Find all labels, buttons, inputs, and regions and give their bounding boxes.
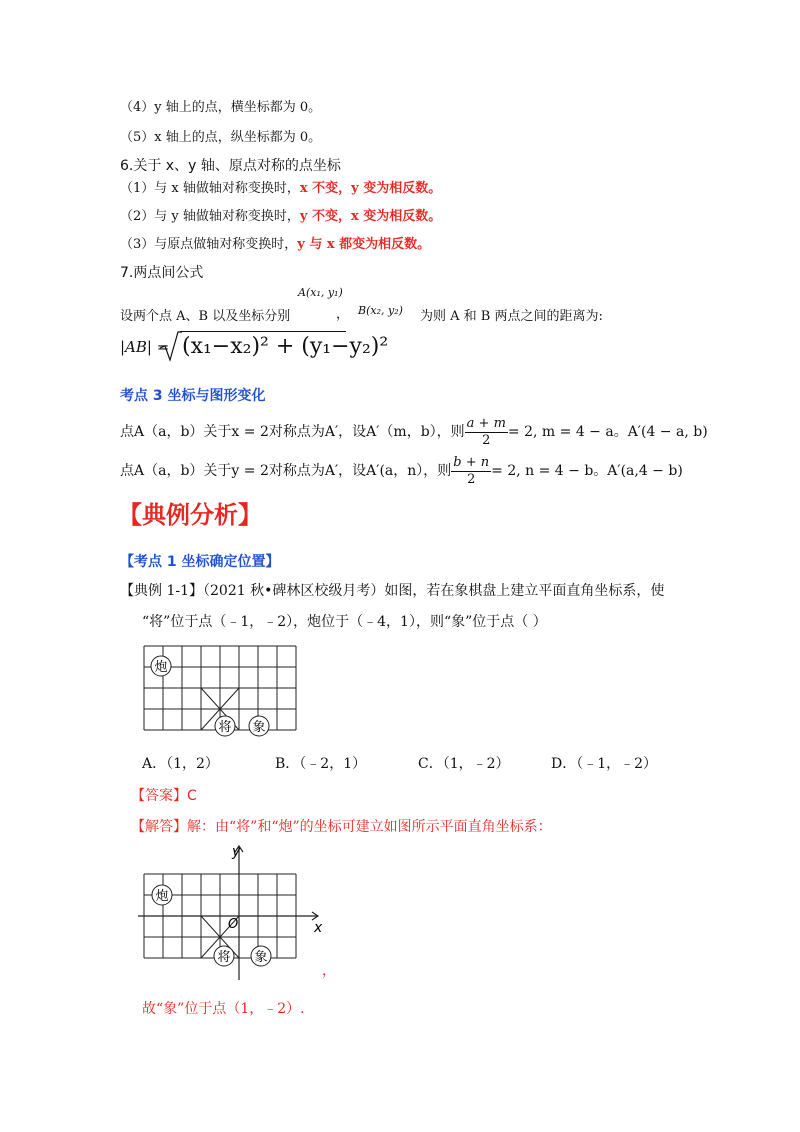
jiang-label: 将 xyxy=(218,720,232,735)
section-heading: 【典例分析】 xyxy=(118,501,262,529)
line2-fraction-num: b + n xyxy=(453,454,490,470)
example-text: （2021 秋•碑林区校级月考）如图，若在象棋盘上建立平面直角坐标系，使 xyxy=(203,583,665,599)
sec7-point-a: A(x₁, y₁) xyxy=(298,286,343,299)
sec6-item-3-emph: y 与 x 都变为相反数。 xyxy=(297,237,431,252)
piece-jiang xyxy=(214,946,234,966)
distance-formula-lhs: |AB| = xyxy=(120,338,170,356)
trailing-comma: ， xyxy=(322,963,336,979)
sec7-point-b: B(x₂, y₂) xyxy=(358,304,403,317)
xiang-label: 象 xyxy=(254,950,268,965)
solution-label: 【解答】 xyxy=(131,819,187,835)
distance-formula-body: (x₁−x₂)² + (y₁−y₂)² xyxy=(182,334,389,359)
line1-fraction xyxy=(465,416,508,449)
x-axis-label: x xyxy=(314,920,323,936)
sqrt-sign xyxy=(158,330,182,362)
example-line-2: “将”位于点（﹣1，﹣2），炮位于（﹣4，1），则“象”位于点（ ） xyxy=(142,614,547,630)
jiang-label: 将 xyxy=(217,950,231,965)
line2-fraction xyxy=(451,455,491,488)
list-item-4: （4）y 轴上的点，横坐标都为 0。 xyxy=(120,100,322,115)
piece-pao xyxy=(152,885,172,905)
line2-fraction-den: 2 xyxy=(467,471,476,487)
answer-line xyxy=(131,787,197,805)
line1-text: 点A（a，b）关于x = 2对称点为A′，设A′（m，b），则 xyxy=(120,424,465,440)
line2-text: 点A（a，b）关于y = 2对称点为A′，设A′(a，n），则 xyxy=(120,463,452,479)
kaodian-1-title: 【考点 1 坐标确定位置】 xyxy=(120,554,280,570)
piece-xiang xyxy=(251,946,271,966)
section-7-title: 7.两点间公式 xyxy=(120,265,204,281)
line1-fraction-den: 2 xyxy=(482,432,491,448)
example-label: 【典例 1-1】 xyxy=(120,583,203,599)
chess-board-with-axes xyxy=(138,840,338,980)
line2-tail: = 2, n = 4 − b。A′(a,4 − b) xyxy=(491,463,683,479)
answer-label: 【答案】 xyxy=(131,788,187,804)
pao-label: 炮 xyxy=(154,660,168,675)
y-axis-label: y xyxy=(232,844,241,860)
option-c[interactable]: C．（1，﹣2） xyxy=(418,756,510,772)
answer-value: C xyxy=(187,788,197,804)
kaodian-3-title: 考点 3 坐标与图形变化 xyxy=(120,388,266,404)
sec7-tail: 为则 A 和 B 两点之间的距离为: xyxy=(420,309,603,324)
sec6-item-3 xyxy=(120,236,430,254)
line1-fraction-num: a + m xyxy=(466,415,506,431)
kaodian3-line-1 xyxy=(120,412,708,452)
solution-text: 解：由“将”和“炮”的坐标可建立如图所示平面直角坐标系： xyxy=(187,819,552,835)
section-6-title: 6.关于 x、y 轴、原点对称的点坐标 xyxy=(120,158,341,174)
piece-jiang xyxy=(215,716,235,736)
sec6-item-2 xyxy=(120,208,441,226)
sqrt-overline xyxy=(180,331,346,332)
sec6-item-2-emph: y 不变，x 变为相反数。 xyxy=(299,209,442,224)
option-d[interactable]: D．（﹣1，﹣2） xyxy=(551,756,658,772)
line1-tail: = 2, m = 4 − a。A′(4 − a, b) xyxy=(507,424,708,440)
y-axis xyxy=(235,846,243,980)
solution-line xyxy=(131,818,552,836)
piece-xiang xyxy=(249,716,269,736)
sec7-intro: 设两个点 A、B 以及坐标分别 xyxy=(120,309,291,324)
option-a[interactable]: A．（1，2） xyxy=(142,756,219,772)
conclusion: 故“象”位于点（1，﹣2）. xyxy=(142,1001,305,1017)
sec7-comma: ， xyxy=(336,307,350,322)
list-item-5: （5）x 轴上的点，纵坐标都为 0。 xyxy=(120,130,322,145)
piece-pao xyxy=(151,656,171,676)
sec6-item-1-emph: x 不变，y 变为相反数。 xyxy=(299,181,442,196)
option-b[interactable]: B．（﹣2，1） xyxy=(275,756,367,772)
pao-label: 炮 xyxy=(155,889,169,904)
xiang-label: 象 xyxy=(252,720,266,735)
sec6-item-1 xyxy=(120,180,441,198)
sec6-item-2-pre: （2）与 y 轴做轴对称变换时， xyxy=(120,209,300,224)
sec6-item-1-pre: （1）与 x 轴做轴对称变换时， xyxy=(120,181,300,196)
chess-board-figure xyxy=(140,642,300,742)
sec6-item-3-pre: （3）与原点做轴对称变换时， xyxy=(120,237,298,252)
kaodian3-line-2 xyxy=(120,451,683,491)
origin-label: O xyxy=(228,917,239,932)
example-line-1 xyxy=(120,582,664,600)
